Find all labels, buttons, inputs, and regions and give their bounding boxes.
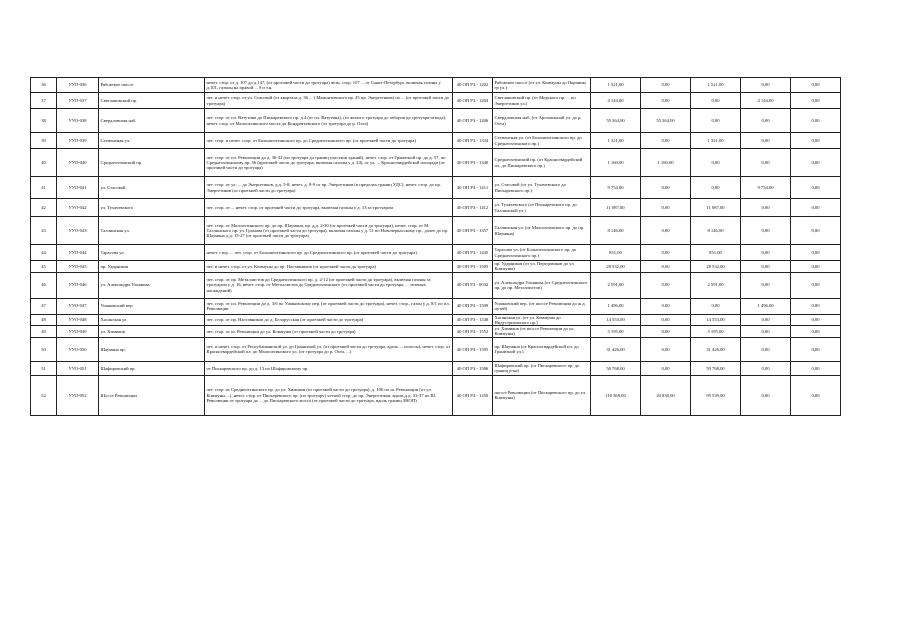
street-bounds: Таллинская ул. (от Малоохтинского пр. до пр. Шаумяна) — [493, 217, 591, 245]
row-number: 47 — [31, 298, 57, 314]
cleaning-description: чет. стор. от ... нечет. стор. от проезжей части до тротуара, включая газоны у д. 13 за тротуаром — [205, 199, 453, 217]
area-class-3: 1 496,00 — [741, 298, 791, 314]
area-class-1: 0,00 — [641, 361, 691, 375]
cleaning-description: чет. стор. от пр. Наставников до д. Белорусская (от проезжей части до тротуара) — [205, 314, 453, 326]
row-code: УУО-048 — [57, 314, 99, 326]
street-name: пр. Ударников — [99, 261, 205, 273]
row-number: 39 — [31, 133, 57, 149]
registry-number: 40 ОП РЗ - 0032 — [453, 272, 493, 298]
area-class-3: 0,00 — [741, 326, 791, 338]
registry-number: 40 ОП РЗ - 1250 — [453, 375, 493, 415]
row-code: УУО-041 — [57, 177, 99, 199]
table-row — [31, 298, 841, 314]
street-name: Сегментная ул. — [99, 133, 205, 149]
street-name: Рябовское шоссе — [99, 78, 205, 93]
total-area: 31 426,00 — [591, 337, 641, 361]
area-class-2: 11 087,00 — [691, 199, 741, 217]
area-class-3: 4 144,00 — [741, 93, 791, 109]
area-class-3: 9 754,00 — [741, 177, 791, 199]
area-class-2: 0,00 — [691, 177, 741, 199]
registry-number: 40 ОП РЗ - 1412 — [453, 199, 493, 217]
street-bounds: шоссе Революции (от Пискаревского пр. до ул. Коммуны) — [493, 375, 591, 415]
area-class-4: 0,00 — [791, 361, 841, 375]
row-number: 46 — [31, 272, 57, 298]
area-class-1: 0,00 — [641, 326, 691, 338]
street-name: Среднеохтинский пр. — [99, 149, 205, 177]
row-code: УУО-037 — [57, 93, 99, 109]
area-class-1: 0,00 — [641, 337, 691, 361]
area-class-3: 0,00 — [741, 375, 791, 415]
row-code: УУО-050 — [57, 337, 99, 361]
table-row — [31, 177, 841, 199]
total-area: 5 195,00 — [591, 326, 641, 338]
street-bounds: Сегментная ул. (от Большеохтинского пр. до Среднеохтинского пр.) — [493, 133, 591, 149]
registry-number: 40 ОП РЗ - 1505 — [453, 261, 493, 273]
area-class-3: 0,00 — [741, 199, 791, 217]
registry-number: 40 ОП РЗ - 1202 — [453, 78, 493, 93]
street-name: Шаумяна пр. — [99, 337, 205, 361]
row-number: 38 — [31, 109, 57, 133]
area-class-1: 0,00 — [641, 93, 691, 109]
cleaning-description: чет. стор. и нечет. стор. от Большеохтинского пр. до Среднеохтинского пр. (от проезжей части до тротуара) — [205, 133, 453, 149]
cleaning-description: чет. стор. от ш. Революции до ул. Коммуны (от проезжей части до тротуара) — [205, 326, 453, 338]
registry-number: 40 ОП РЗ - 1206 — [453, 109, 493, 133]
street-name: Шафировский пр. — [99, 361, 205, 375]
area-class-4: 0,00 — [791, 199, 841, 217]
area-class-4: 0,00 — [791, 261, 841, 273]
area-class-1: 0,00 — [641, 261, 691, 273]
area-class-2: 50 768,00 — [691, 361, 741, 375]
area-class-2: 5 195,00 — [691, 326, 741, 338]
area-class-3: 0,00 — [741, 272, 791, 298]
table-row — [31, 272, 841, 298]
street-bounds: Свердловская наб. (от Арсенальной ул. до р. Охта) — [493, 109, 591, 133]
registry-number: 40 ОП РЗ - 1509 — [453, 298, 493, 314]
area-class-2: 0,00 — [691, 149, 741, 177]
total-area: 11 087,00 — [591, 199, 641, 217]
row-code: УУО-047 — [57, 298, 99, 314]
area-class-2: 2 591,00 — [691, 272, 741, 298]
total-area: 1 160,00 — [591, 149, 641, 177]
table-row — [31, 314, 841, 326]
table-row — [31, 361, 841, 375]
area-class-3: 0,00 — [741, 78, 791, 93]
street-bounds: Среднеохтинский пр. (от Красногвардейской пл. до Пискаревского пр.) — [493, 149, 591, 177]
cleaning-description: чет. и нечет. стор. от ул. Стасовой (от квартала д. 36 ... ) Мамонтовского пр. 45 пр. Энергетиков) по ... (от проезжей части до тротуара) — [205, 93, 453, 109]
area-class-3: 0,00 — [741, 109, 791, 133]
total-area: 55 264,00 — [591, 109, 641, 133]
street-name: Таллинская ул. — [99, 217, 205, 245]
total-area: 9 754,00 — [591, 177, 641, 199]
area-class-1: 20 830,00 — [641, 375, 691, 415]
table-row — [31, 326, 841, 338]
area-class-1: 0,00 — [641, 217, 691, 245]
total-area: 50 768,00 — [591, 361, 641, 375]
table-row — [31, 245, 841, 261]
area-class-1: 55 264,00 — [641, 109, 691, 133]
cleaning-description: чет. стор. от пл. Революции до д. 30-32 (по тротуара до границ участков зданий), нечет. стор. от Гранитной пр. до д. 57, по Среднеохтинскому пр. 56 (проезжей части до тротуара, включая газоны у д. 24), от ул. ... Красногвардейской площади (от проезжей части до тротуара) — [205, 149, 453, 177]
area-class-3: 0,00 — [741, 361, 791, 375]
area-class-4: 0,00 — [791, 272, 841, 298]
row-code: УУО-046 — [57, 272, 99, 298]
cleaning-description: чет. стор. от пр. Металлистов до Среднеохтинского пр. д. 2-12 (от проезжей части до тротуара), включая газоны за тротуаром у д. 16, нечет. стор. от Металлистов до Среднеохтинского (от проезжей части до тротуара, ... зеленых насаждений) — [205, 272, 453, 298]
cleaning-description: от Пискаревского пр. до д. 13 по Шафировскому пр. — [205, 361, 453, 375]
street-bounds: ул. Александра Ульянова (от Среднеохтинского пр. до пр. Металлистов) — [493, 272, 591, 298]
row-number: 43 — [31, 217, 57, 245]
area-class-4: 0,00 — [791, 177, 841, 199]
total-area: 1 521,00 — [591, 78, 641, 93]
area-class-4: 0,00 — [791, 245, 841, 261]
row-number: 36 — [31, 78, 57, 93]
street-name: Шоссе Революции — [99, 375, 205, 415]
area-class-4: 0,00 — [791, 133, 841, 149]
area-class-4: 0,00 — [791, 78, 841, 93]
registry-number: 40 ОП РЗ - 1411 — [453, 177, 493, 199]
registry-number: 40 ОП РЗ - 1552 — [453, 326, 493, 338]
area-class-4: 0,00 — [791, 149, 841, 177]
row-code: УУО-045 — [57, 261, 99, 273]
street-name: Хасанская ул. — [99, 314, 205, 326]
row-code: УУО-052 — [57, 375, 99, 415]
table-row — [31, 149, 841, 177]
registry-number: 40 ОП РЗ - 1334 — [453, 133, 493, 149]
table-row — [31, 337, 841, 361]
area-class-2: 1 321,00 — [691, 133, 741, 149]
cleaning-description: чет. стор. от Малоохтинского пр. до пр. Шаумяна, пр. д.д. 2-30 (от проезжей части до тротуара), нечет. стор. от М. Таллинского пр. ул. Громова (от проезжей части до тротуара), включая газоны у д. 51 по Новочеркасскому пр., далее до пр. Шаумяна д.д. 15-27 (от проезжей части до тротуара) — [205, 217, 453, 245]
street-bounds: Светлановский пр. (от Морского пр. ... по Энергетиков ул.) — [493, 93, 591, 109]
area-class-4: 0,00 — [791, 337, 841, 361]
registry-number: 40 ОП РЗ - 1595 — [453, 337, 493, 361]
area-class-1: 1 160,00 — [641, 149, 691, 177]
row-code: УУО-042 — [57, 199, 99, 217]
area-class-2: 1 521,00 — [691, 78, 741, 93]
registry-number: 40 ОП РЗ - 1340 — [453, 149, 493, 177]
area-class-2: 0,00 — [691, 298, 741, 314]
table-row — [31, 261, 841, 273]
area-class-1: 0,00 — [641, 199, 691, 217]
row-code: УУО-051 — [57, 361, 99, 375]
area-class-3: 0,00 — [741, 149, 791, 177]
area-class-2: 95 539,00 — [691, 375, 741, 415]
area-class-1: 0,00 — [641, 314, 691, 326]
total-area: 4 144,00 — [591, 93, 641, 109]
street-bounds: пр. Шаумяна (от Красногвардейской пл. до Гранитной ул.) — [493, 337, 591, 361]
total-area: 116 369,00 — [591, 375, 641, 415]
row-code: УУО-044 — [57, 245, 99, 261]
area-class-4: 0,00 — [791, 217, 841, 245]
street-name: ул. Химиков — [99, 326, 205, 338]
table-row — [31, 217, 841, 245]
row-number: 42 — [31, 199, 57, 217]
street-name: Ушаковский пер. — [99, 298, 205, 314]
row-number: 37 — [31, 93, 57, 109]
registry-number: 40 ОП РЗ - 1357 — [453, 217, 493, 245]
area-class-2: 0,00 — [691, 93, 741, 109]
row-code: УУО-039 — [57, 133, 99, 149]
area-class-1: 0,00 — [641, 133, 691, 149]
total-area: 28 532,00 — [591, 261, 641, 273]
area-class-1: 0,00 — [641, 272, 691, 298]
area-class-1: 0,00 — [641, 78, 691, 93]
area-class-4: 0,00 — [791, 298, 841, 314]
road-cleaning-table — [30, 77, 841, 416]
row-number: 52 — [31, 375, 57, 415]
row-number: 51 — [31, 361, 57, 375]
area-class-4: 0,00 — [791, 93, 841, 109]
row-code: УУО-049 — [57, 326, 99, 338]
area-class-2: 31 426,00 — [691, 337, 741, 361]
row-code: УУО-038 — [57, 109, 99, 133]
area-class-1: 0,00 — [641, 177, 691, 199]
table-row — [31, 199, 841, 217]
area-class-4: 0,00 — [791, 326, 841, 338]
area-class-1: 0,00 — [641, 298, 691, 314]
cleaning-description: чет. стор. от пл. Революции до д. 3/6 по Ушаковскому пер. (от проезжей части до тротуара), нечет. стор., газон у д. 8/1 по пл. Революции — [205, 298, 453, 314]
cleaning-description: чет. и нечет. стор. от ул. Коммуны до пр. Наставников (от проезжей части до тротуара) — [205, 261, 453, 273]
area-class-4: 0,00 — [791, 375, 841, 415]
row-number: 49 — [31, 326, 57, 338]
street-bounds: Тарасова ул. (от Большеохтинского пр. до Среднеохтинского пр.) — [493, 245, 591, 261]
total-area: 1 496,00 — [591, 298, 641, 314]
street-bounds: Шафировский пр. (от Пискаревского пр. до границ р-на) — [493, 361, 591, 375]
total-area: 2 591,00 — [591, 272, 641, 298]
area-class-2: 0,00 — [691, 109, 741, 133]
table-row — [31, 133, 841, 149]
area-class-4: 0,00 — [791, 314, 841, 326]
street-name: ул. Александра Ульянова — [99, 272, 205, 298]
street-bounds: пр. Ударников (от ул. Передовиков до ул. Коммуны) — [493, 261, 591, 273]
row-number: 41 — [31, 177, 57, 199]
area-class-4: 0,00 — [791, 109, 841, 133]
total-area: 8 146,00 — [591, 217, 641, 245]
document-sheet — [30, 77, 840, 416]
cleaning-description: чет. стор. от пл. Ватутина до Пискаревского пр. д.4 (от пл. Ватутина), (от жилого тротуара до заборов до тротуара-отвода), нечет. стор. от Малоохтинского моста до Кондратьевского (от тротуара до р. Охта) — [205, 109, 453, 133]
street-bounds: Ушаковский пер. (от шоссе Революции до ж.д. путей) — [493, 298, 591, 314]
registry-number: 40 ОП РЗ - 1586 — [453, 361, 493, 375]
street-name: Свердловская наб. — [99, 109, 205, 133]
registry-number: 40 ОП РЗ - 1445 — [453, 245, 493, 261]
street-name: Светлановский пр. — [99, 93, 205, 109]
area-class-3: 0,00 — [741, 261, 791, 273]
table-row — [31, 93, 841, 109]
total-area: 851,00 — [591, 245, 641, 261]
table-row — [31, 375, 841, 415]
cleaning-description: чет. стор. от Среднеохтинского пр. до ул. Химиков (от проезжей части до тротуара), д. 106 по ш. Революции (от ул. Коммуны ...), нечет. стор. от Пискаревского пр. (по тротуару) четной стор. до пр. Энергетиков, вдоль д.д. 33-37 по Ш. Революции от тротуара до ... до Пискаревского моста (от проезжей части до тротуара, вдоль границ ЗНОП) — [205, 375, 453, 415]
cleaning-description: нечет. стор. от д. 107 до д.147, (от проезжей части до тротуара) четн. стор. 107 ... от Санкт-Петербург. включая газоны у д.101, газоны на правой ... 9 и т.н. — [205, 78, 453, 93]
street-bounds: ул. Стасовой (от ул. Тухачевского до Пискаревского пр.) — [493, 177, 591, 199]
area-class-3: 0,00 — [741, 245, 791, 261]
row-code: УУО-043 — [57, 217, 99, 245]
total-area: 1 321,00 — [591, 133, 641, 149]
area-class-1: 0,00 — [641, 245, 691, 261]
street-bounds: ул. Тухачевского (от Пискаревского пр. до Таллинской ул.) — [493, 199, 591, 217]
cleaning-description: чет. и нечет. стор. от Республиканской ул. до Гранитной ул. (от проезжей части до тротуара, вдоль ... полосы), нечет. стор. от Красногвардейской пл. до Малоохтинского ул. (от тротуара до р. Охта, ...) — [205, 337, 453, 361]
table-body — [31, 78, 841, 416]
row-number: 45 — [31, 261, 57, 273]
total-area: 14 553,00 — [591, 314, 641, 326]
area-class-3: 0,00 — [741, 314, 791, 326]
registry-number: 40 ОП РЗ - 1204 — [453, 93, 493, 109]
street-name: ул. Стасовой — [99, 177, 205, 199]
street-bounds: Рябовское шоссе (от ул. Коммуны до Окраины гр ул.) — [493, 78, 591, 93]
table-row — [31, 109, 841, 133]
row-number: 48 — [31, 314, 57, 326]
row-code: УУО-040 — [57, 149, 99, 177]
area-class-3: 0,00 — [741, 133, 791, 149]
area-class-3: 0,00 — [741, 337, 791, 361]
row-number: 50 — [31, 337, 57, 361]
registry-number: 40 ОП РЗ - 1548 — [453, 314, 493, 326]
area-class-2: 8 146,00 — [691, 217, 741, 245]
row-code: УУО-036 — [57, 78, 99, 93]
street-name: Тарасова ул. — [99, 245, 205, 261]
area-class-2: 28 532,00 — [691, 261, 741, 273]
table-row — [31, 78, 841, 93]
area-class-2: 14 553,00 — [691, 314, 741, 326]
cleaning-description: нечет. стор. ... чет. стор. от Большеохтинского пр. до Среднеохтинского пр. (от проезжей части до тротуара) — [205, 245, 453, 261]
row-number: 44 — [31, 245, 57, 261]
area-class-3: 0,00 — [741, 217, 791, 245]
area-class-2: 851,00 — [691, 245, 741, 261]
street-bounds: ул. Химиков (от шоссе Революции до ул. Коммуны) — [493, 326, 591, 338]
street-bounds: Хасанская ул. (от ул. Коммуны до Индустриального пр.) — [493, 314, 591, 326]
cleaning-description: чет. стор. от ул. ... до Энергетиков, д.д. 5-8, нечет. д. 8-9 от пр. Энергетиков (в пределах границ УДС), нечет. стор. до пр. Энергетиков (от проезжей части до тротуара) — [205, 177, 453, 199]
row-number: 40 — [31, 149, 57, 177]
street-name: ул. Тухачевского — [99, 199, 205, 217]
